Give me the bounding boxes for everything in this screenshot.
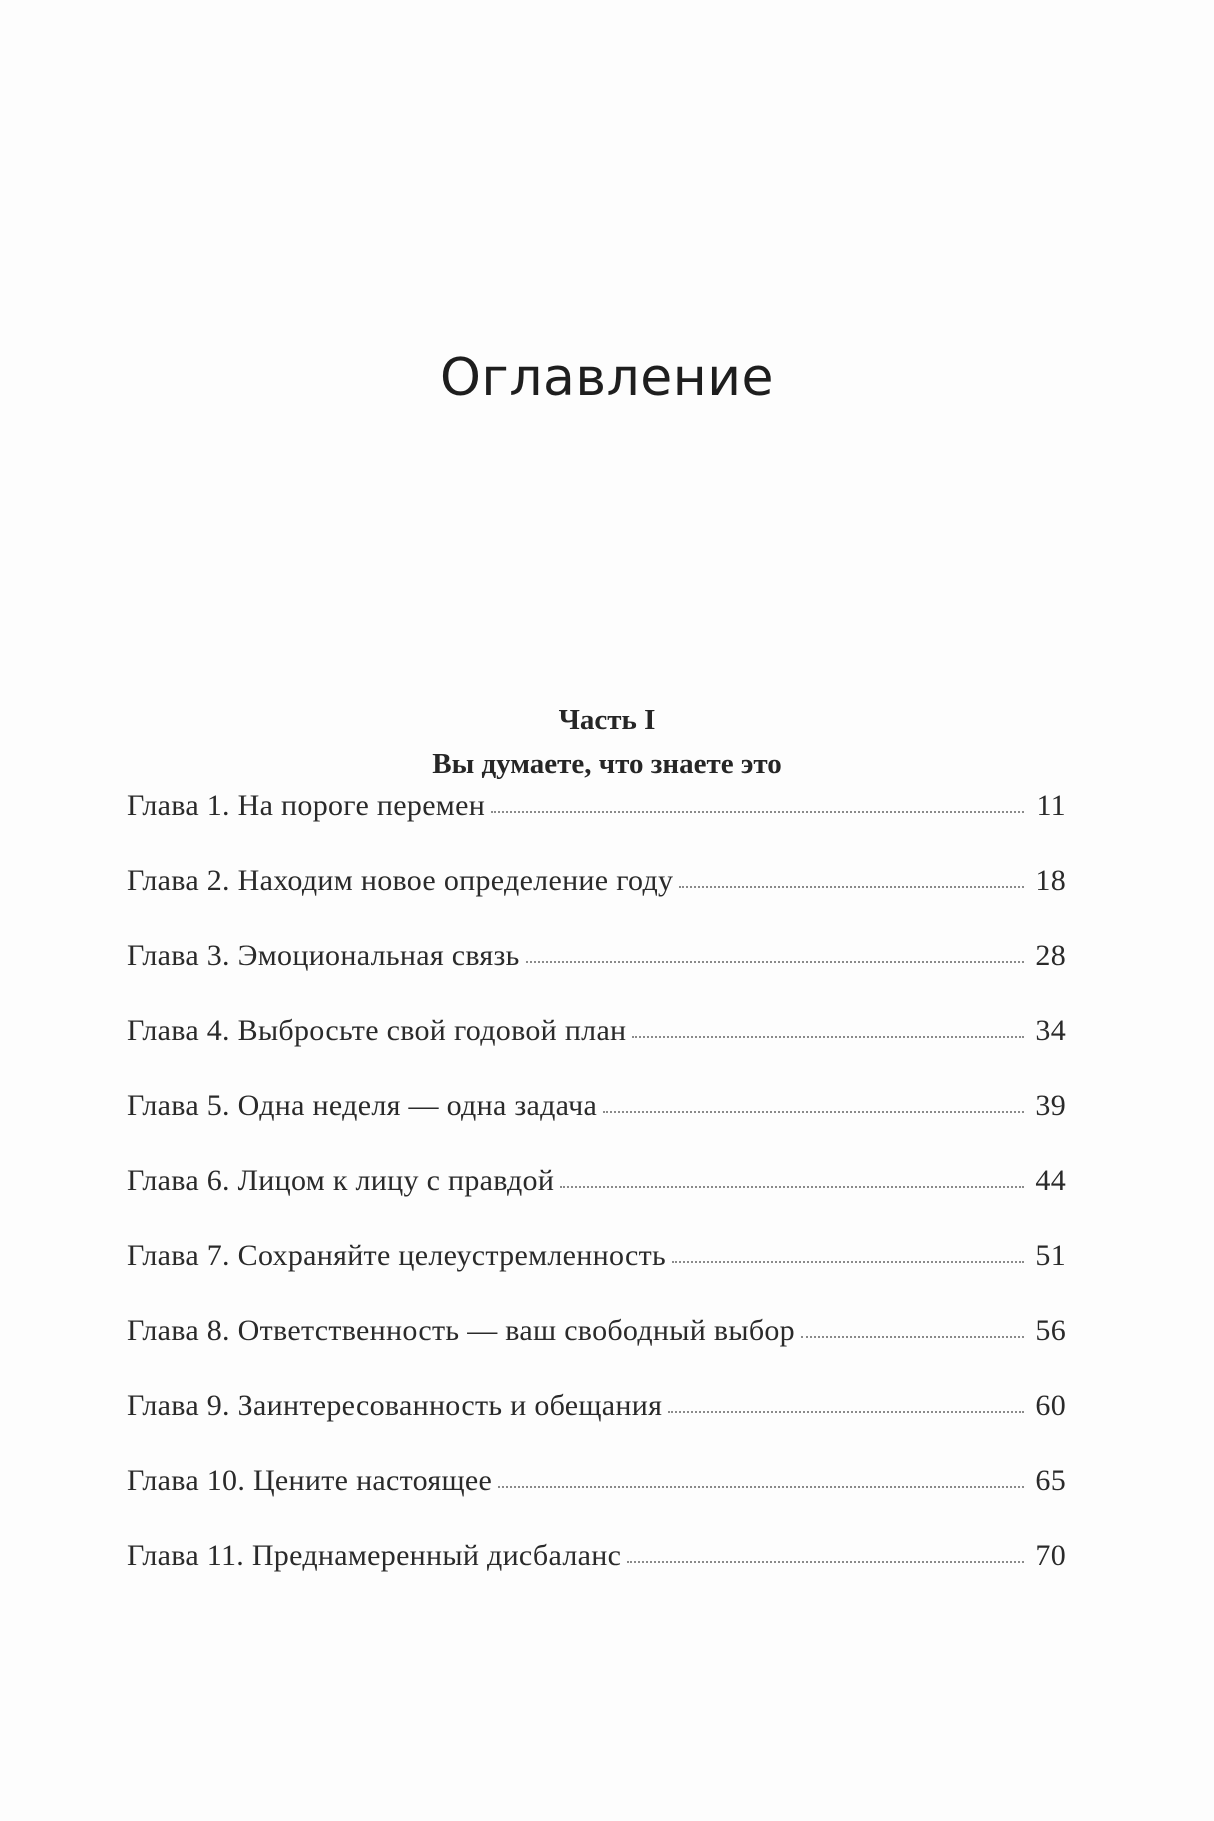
toc-entry-page: 51	[1035, 1239, 1066, 1272]
toc-entry-page: 28	[1035, 939, 1066, 972]
page-title: Оглавление	[439, 348, 774, 408]
dot-leader	[526, 961, 1024, 963]
toc-entry-title: Глава 2. Находим новое определение году	[127, 864, 674, 897]
toc-entry-title: Глава 1. На пороге перемен	[127, 789, 486, 822]
part-label: Часть I	[558, 704, 656, 736]
toc-entry[interactable]	[127, 1083, 1066, 1158]
toc-entry-title: Глава 6. Лицом к лицу с правдой	[127, 1164, 555, 1197]
toc-entry[interactable]	[127, 1233, 1066, 1308]
dot-leader	[491, 811, 1024, 813]
toc-entry[interactable]	[127, 1308, 1066, 1383]
dot-leader	[560, 1186, 1024, 1188]
toc-entry-title: Глава 5. Одна неделя — одна задача	[127, 1089, 598, 1122]
toc-entry-page: 39	[1035, 1089, 1066, 1122]
toc-entry-page: 60	[1035, 1389, 1066, 1422]
toc-entry-page: 44	[1035, 1164, 1066, 1197]
dot-leader	[672, 1261, 1024, 1263]
toc-entry-title: Глава 8. Ответственность — ваш свободный выбор	[127, 1314, 795, 1347]
toc-entry[interactable]	[127, 783, 1066, 858]
toc-entry-title: Глава 11. Преднамеренный дисбаланс	[127, 1539, 622, 1572]
toc-entry[interactable]	[127, 1008, 1066, 1083]
toc-entry-title: Глава 9. Заинтересованность и обещания	[127, 1389, 663, 1422]
toc-entry[interactable]	[127, 1158, 1066, 1233]
toc-entry-title: Глава 10. Цените настоящее	[127, 1464, 493, 1497]
toc-entry[interactable]	[127, 1383, 1066, 1458]
dot-leader	[668, 1411, 1024, 1413]
toc-entry[interactable]	[127, 858, 1066, 933]
table-of-contents	[127, 783, 1066, 1608]
dot-leader	[679, 886, 1024, 888]
toc-entry-page: 18	[1035, 864, 1066, 897]
dot-leader	[603, 1111, 1024, 1113]
toc-entry[interactable]	[127, 933, 1066, 1008]
part-subtitle: Вы думаете, что знаете это	[432, 748, 782, 780]
dot-leader	[632, 1036, 1024, 1038]
toc-entry-title: Глава 3. Эмоциональная связь	[127, 939, 520, 972]
dot-leader	[801, 1336, 1024, 1338]
toc-entry[interactable]	[127, 1458, 1066, 1533]
toc-entry-title: Глава 4. Выбросьте свой годовой план	[127, 1014, 627, 1047]
toc-entry-page: 56	[1035, 1314, 1066, 1347]
dot-leader	[498, 1486, 1024, 1488]
dot-leader	[627, 1561, 1024, 1563]
toc-entry-page: 34	[1035, 1014, 1066, 1047]
part-heading	[0, 698, 1214, 786]
toc-entry-page: 11	[1036, 789, 1066, 822]
toc-entry[interactable]	[127, 1533, 1066, 1608]
toc-entry-title: Глава 7. Сохраняйте целеустремленность	[127, 1239, 667, 1272]
toc-entry-page: 65	[1035, 1464, 1066, 1497]
toc-entry-page: 70	[1035, 1539, 1066, 1572]
